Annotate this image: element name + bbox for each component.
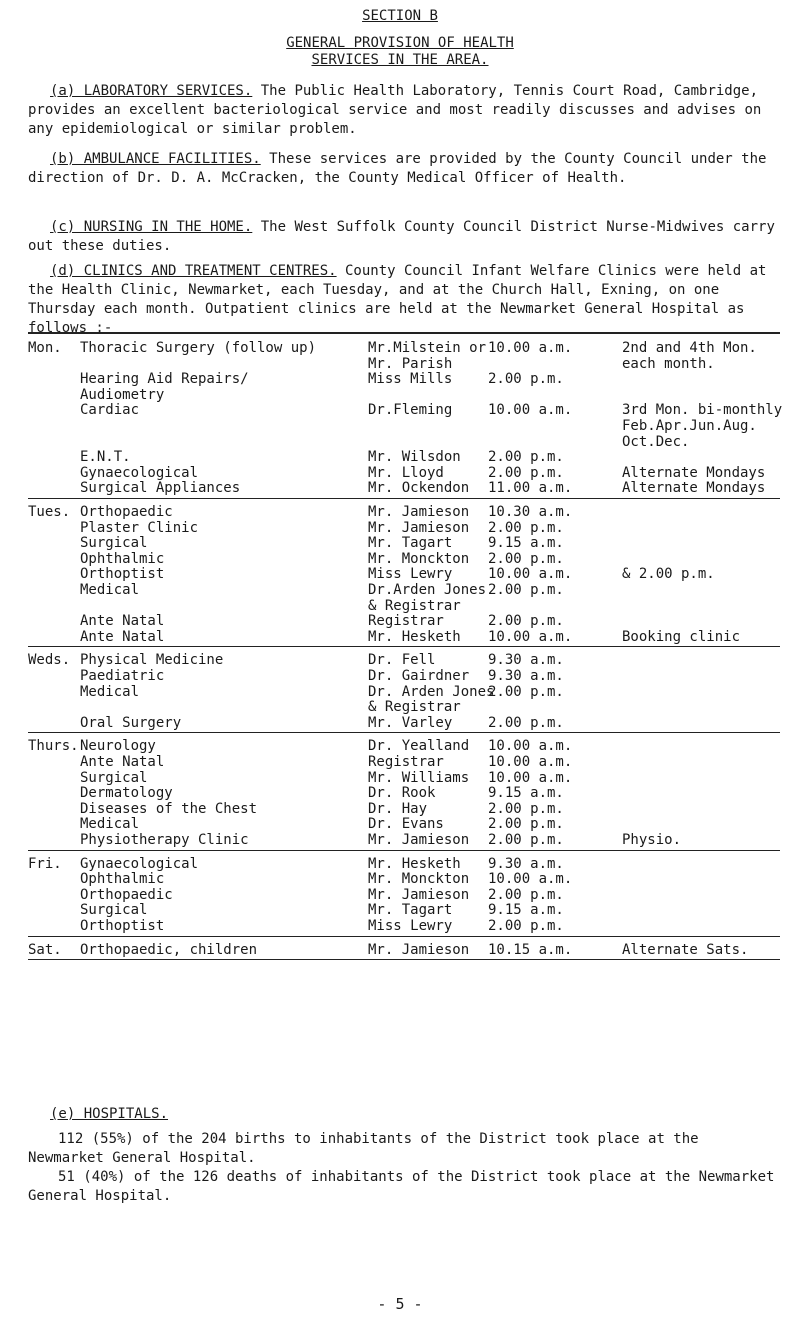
clinic-name: Medical	[80, 582, 140, 598]
clinic-time: 10.00 a.m.	[488, 340, 573, 356]
clinic-name: Orthopaedic, children	[80, 941, 258, 958]
clinic-name: Plaster Clinic	[80, 519, 199, 536]
clinic-name: Ante Natal	[80, 628, 165, 645]
clinic-note: each month.	[622, 355, 715, 372]
clinic-staff: Mr. Monckton	[368, 550, 470, 567]
clinic-staff: Miss Lewry	[368, 918, 453, 934]
clinic-name: Ophthalmic	[80, 871, 165, 888]
clinic-name: Orthoptist	[80, 918, 165, 934]
clinic-staff: Dr. Fell	[368, 652, 436, 669]
paragraph-label: (b) AMBULANCE FACILITIES.	[50, 151, 261, 167]
day-label: Tues.	[28, 504, 71, 520]
clinic-time: 9.30 a.m.	[488, 668, 564, 684]
clinic-staff: Mr. Ockendon	[368, 480, 470, 497]
clinic-time: 10.00 a.m.	[488, 628, 573, 645]
clinic-staff: Miss Lewry	[368, 566, 453, 583]
clinic-staff: Mr. Tagart	[368, 535, 453, 552]
clinic-name: Orthopaedic	[80, 504, 173, 520]
clinic-time: 2.00 p.m.	[488, 918, 564, 934]
paragraph-label: (a) LABORATORY SERVICES.	[50, 83, 253, 99]
paragraph-label: (d) CLINICS AND TREATMENT CENTRES.	[50, 263, 337, 279]
clinic-note: & 2.00 p.m.	[622, 566, 715, 583]
clinic-time: 9.15 a.m.	[488, 902, 564, 919]
clinic-time: 2.00 p.m.	[488, 582, 564, 598]
table-top-rule	[28, 332, 780, 334]
clinic-name: Dermatology	[80, 785, 173, 802]
clinic-time: 2.00 p.m.	[488, 371, 564, 388]
clinic-staff: Mr. Hesketh	[368, 628, 461, 645]
clinic-staff: Dr. Rook	[368, 785, 436, 802]
day-label: Sat.	[28, 941, 62, 958]
clinic-staff: Dr.Arden Jones	[368, 582, 487, 598]
paragraph-nursing: (c) NURSING IN THE HOME. The West Suffolk County Council District Nurse-Midwives carry out these duties.	[28, 219, 775, 254]
day-label: Thurs.	[28, 738, 79, 755]
clinic-staff: Registrar	[368, 754, 444, 770]
clinic-time: 2.00 p.m.	[488, 886, 564, 903]
page-number: - 5 -	[377, 1295, 423, 1313]
day-label: Mon.	[28, 340, 62, 356]
clinic-time: 9.30 a.m.	[488, 652, 564, 669]
clinic-staff: Mr. Parish	[368, 355, 453, 372]
clinic-staff: Dr. Yealland	[368, 738, 470, 755]
day-group-divider	[28, 850, 780, 851]
clinic-staff: & Registrar	[368, 699, 461, 716]
hospitals-heading: (e) HOSPITALS.	[50, 1106, 169, 1122]
clinic-note: Feb.Apr.Jun.Aug.	[622, 418, 757, 434]
clinic-name: Surgical Appliances	[80, 480, 241, 497]
clinic-name: Medical	[80, 683, 140, 700]
clinic-note: Physio.	[622, 832, 682, 848]
clinic-time: 10.00 a.m.	[488, 402, 573, 419]
clinic-time: 9.15 a.m.	[488, 785, 564, 802]
clinic-note: Alternate Sats.	[622, 941, 749, 958]
clinic-name: Gynaecological	[80, 464, 199, 481]
day-group-divider	[28, 498, 780, 499]
clinic-time: 2.00 p.m.	[488, 449, 564, 466]
clinic-note: Oct.Dec.	[622, 433, 690, 450]
clinic-name: Gynaecological	[80, 855, 199, 872]
clinic-name: Hearing Aid Repairs/	[80, 371, 249, 388]
clinic-name: Orthopaedic	[80, 886, 173, 903]
clinic-time: 10.00 a.m.	[488, 738, 573, 755]
clinic-staff: Dr. Hay	[368, 800, 428, 817]
clinic-time: 2.00 p.m.	[488, 800, 564, 817]
clinic-name: Surgical	[80, 769, 148, 786]
clinic-time: 10.00 a.m.	[488, 566, 573, 583]
clinic-name: Physiotherapy Clinic	[80, 832, 249, 848]
paragraph-clinics: (d) CLINICS AND TREATMENT CENTRES. County Council Infant Welfare Clinics were held at the Health Clinic, Newmarket, each Tuesday, and at the Church Hall, Exning, on one Thursday each month. Outpatient clinics are held at the Newmarket General Hospital as follows :-	[28, 263, 767, 336]
clinic-staff: Mr. Jamieson	[368, 832, 470, 848]
clinic-staff: Mr. Monckton	[368, 871, 470, 888]
clinic-time: 9.15 a.m.	[488, 535, 564, 552]
section-label: SECTION B	[362, 8, 438, 24]
clinic-name: Surgical	[80, 902, 148, 919]
clinic-time: 2.00 p.m.	[488, 550, 564, 567]
clinic-note: 3rd Mon. bi-monthly	[622, 402, 783, 419]
clinic-note: 2nd and 4th Mon.	[622, 340, 757, 356]
clinic-name: Paediatric	[80, 668, 165, 684]
clinic-name: E.N.T.	[80, 449, 131, 466]
clinic-time: 11.00 a.m.	[488, 480, 573, 497]
clinic-staff: Mr. Jamieson	[368, 504, 470, 520]
clinic-time: 2.00 p.m.	[488, 519, 564, 536]
clinic-staff: Mr. Lloyd	[368, 464, 444, 481]
clinic-name: Ophthalmic	[80, 550, 165, 567]
clinic-name: Cardiac	[80, 402, 140, 419]
clinic-time: 2.00 p.m.	[488, 816, 564, 833]
clinic-note: Alternate Mondays	[622, 480, 766, 497]
clinic-staff: Mr.Milstein or	[368, 340, 487, 356]
clinic-name: Thoracic Surgery (follow up)	[80, 340, 317, 356]
clinic-time: 2.00 p.m.	[488, 714, 564, 731]
clinic-staff: Mr. Hesketh	[368, 855, 461, 872]
clinic-note: Alternate Mondays	[622, 464, 766, 481]
clinic-staff: & Registrar	[368, 597, 461, 614]
hospitals-deaths: 51 (40%) of the 126 deaths of inhabitants of the District took place at the Newmarket General Hospital.	[28, 1169, 775, 1204]
clinic-note: Booking clinic	[622, 628, 741, 645]
paragraph-label: (c) NURSING IN THE HOME.	[50, 219, 253, 235]
clinic-staff: Mr. Jamieson	[368, 886, 470, 903]
page-title: GENERAL PROVISION OF HEALTH	[286, 35, 514, 51]
clinic-staff: Dr. Arden Jones	[368, 683, 495, 700]
clinic-time: 10.00 a.m.	[488, 754, 573, 770]
clinic-name: Neurology	[80, 738, 156, 755]
day-group-divider	[28, 646, 780, 647]
day-label: Weds.	[28, 652, 71, 669]
clinic-time: 2.00 p.m.	[488, 832, 564, 848]
clinic-staff: Mr. Tagart	[368, 902, 453, 919]
clinic-name: Audiometry	[80, 386, 165, 403]
clinic-staff: Mr. Varley	[368, 714, 453, 731]
clinic-time: 2.00 p.m.	[488, 683, 564, 700]
clinic-time: 10.00 a.m.	[488, 871, 573, 888]
clinic-time: 2.00 p.m.	[488, 613, 564, 630]
paragraph-ambulance: (b) AMBULANCE FACILITIES. These services are provided by the County Council under the direction of Dr. D. A. McCracken, the County Medical Officer of Health.	[28, 151, 767, 186]
clinic-name: Physical Medicine	[80, 652, 224, 669]
clinic-time: 10.15 a.m.	[488, 941, 573, 958]
clinic-time: 2.00 p.m.	[488, 464, 564, 481]
clinic-staff: Mr. Wilsdon	[368, 449, 461, 466]
clinic-staff: Mr. Williams	[368, 769, 470, 786]
clinic-name: Ante Natal	[80, 613, 165, 630]
clinic-name: Medical	[80, 816, 140, 833]
clinic-name: Diseases of the Chest	[80, 800, 258, 817]
clinic-name: Oral Surgery	[80, 714, 182, 731]
clinic-time: 10.30 a.m.	[488, 504, 573, 520]
day-group-divider	[28, 732, 780, 733]
page-subtitle: SERVICES IN THE AREA.	[311, 52, 489, 68]
clinic-time: 10.00 a.m.	[488, 769, 573, 786]
clinic-name: Surgical	[80, 535, 148, 552]
clinic-staff: Dr. Evans	[368, 816, 444, 833]
clinic-staff: Registrar	[368, 613, 444, 630]
paragraph-laboratory: (a) LABORATORY SERVICES. The Public Health Laboratory, Tennis Court Road, Cambridge, provides an excellent bacteriological service and most readily discusses and advises on any epidemiological or similar problem.	[28, 83, 762, 137]
day-group-divider	[28, 936, 780, 937]
clinic-name: Ante Natal	[80, 754, 165, 770]
day-label: Fri.	[28, 855, 62, 872]
clinic-staff: Mr. Jamieson	[368, 519, 470, 536]
clinic-time: 9.30 a.m.	[488, 855, 564, 872]
clinic-staff: Dr. Gairdner	[368, 668, 470, 684]
clinic-staff: Miss Mills	[368, 371, 453, 388]
day-group-divider	[28, 959, 780, 960]
clinic-staff: Mr. Jamieson	[368, 941, 470, 958]
clinic-staff: Dr.Fleming	[368, 402, 453, 419]
hospitals-births: 112 (55%) of the 204 births to inhabitants of the District took place at the Newmarket General Hospital.	[28, 1131, 699, 1166]
clinic-name: Orthoptist	[80, 566, 165, 583]
